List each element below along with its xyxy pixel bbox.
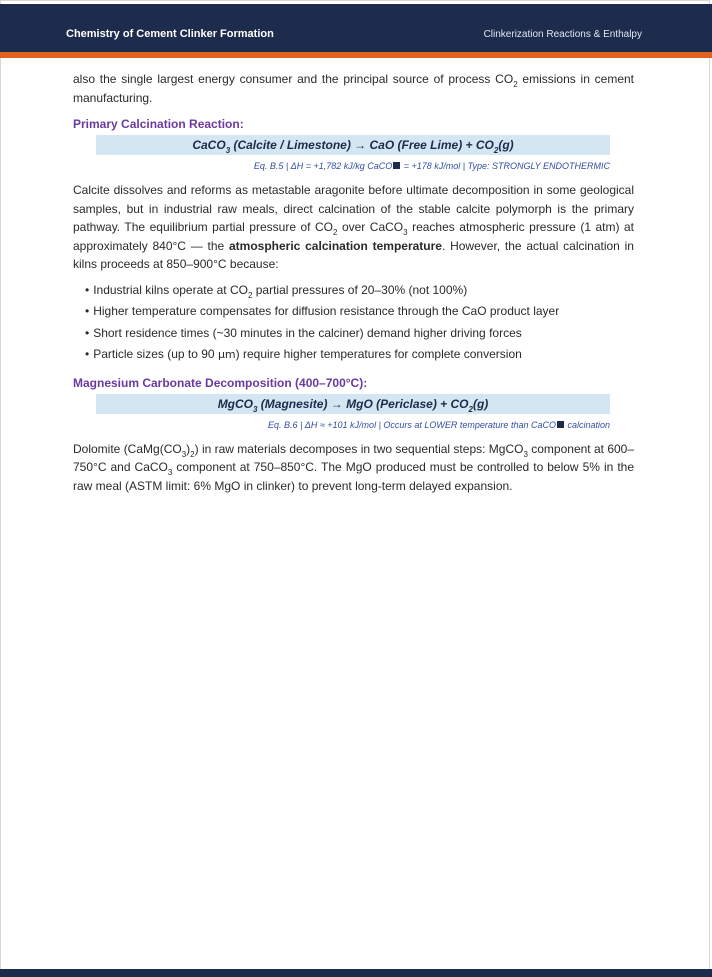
- missing-glyph-box: [557, 421, 564, 428]
- intro-paragraph: also the single largest energy consumer and the principal source of process $CO_2$ emissions in cement manufacturing.: [73, 72, 635, 105]
- list-item: • Particle sizes (up to 90 μm) require higher temperatures for complete conversion: [85, 344, 634, 366]
- header-accent-stripe: [0, 52, 712, 58]
- calcination-heading: Primary Calcination Reaction:: [73, 117, 244, 131]
- section-title: Clinkerization Reactions & Enthalpy: [483, 29, 642, 40]
- list-item: • Industrial kilns operate at $CO_2$ partial pressures of 20–30% (not 100%): [85, 280, 634, 302]
- missing-glyph-box: [393, 162, 400, 169]
- page-content: [73, 70, 634, 495]
- list-item: • Higher temperature compensates for diffusion resistance through the CaO product layer: [85, 301, 634, 323]
- dolomite-paragraph: Dolomite $(CaMg(CO_3)_2)$ in raw materials decomposes in two sequential steps: MgCO$_3$ component at 600–750°C and CaCO$_3$ component at 750–850°C. The MgO produced must be controlled to below 5% in the raw meal (ASTM limit: 6% MgO in clinker) to prevent long-term delayed expansion.: [73, 441, 635, 493]
- magnesite-equation-note: Eq. B.6 | ΔH ≈ +101 kJ/mol | Occurs at LOWER temperature than CaCO calcination: [267, 419, 610, 430]
- page-header: [0, 4, 712, 52]
- magnesium-heading: Magnesium Carbonate Decomposition (400–700°C):: [73, 375, 368, 390]
- calcination-equation: CaCO$_3$ (Calcite / Limestone) → CaO (Free Lime) + $CO_2(g)$: [96, 135, 610, 155]
- magnesite-equation: MgCO$_3$ (Magnesite) → MgO (Periclase) + $CO_2(g)$: [96, 394, 610, 414]
- document-title: Chemistry of Cement Clinker Formation: [66, 28, 274, 40]
- list-item: • Short residence times (~30 minutes in the calciner) demand higher driving forces: [85, 323, 634, 345]
- page-footer-bar: [0, 969, 712, 977]
- calcination-reasons-list: [73, 280, 634, 366]
- calcination-equation-note: Eq. B.5 | ΔH = +1,782 kJ/kg CaCO = +178 kJ/mol | Type: STRONGLY ENDOTHERMIC: [253, 161, 610, 171]
- calcination-paragraph: Calcite dissolves and reforms as metastable aragonite before ultimate decomposition in some geological samples, but in industrial raw meals, direct calcination of the stable calcite polymorph is the primary pathway. The equilibrium partial pressure of $CO_2$ over CaCO$_3$ reaches atmospheric pressure (1 atm) at approximately 840°C — the atmospheric calcination temperature. However, the actual calcination in kilns proceeds at 850–900°C because:: [73, 183, 634, 271]
